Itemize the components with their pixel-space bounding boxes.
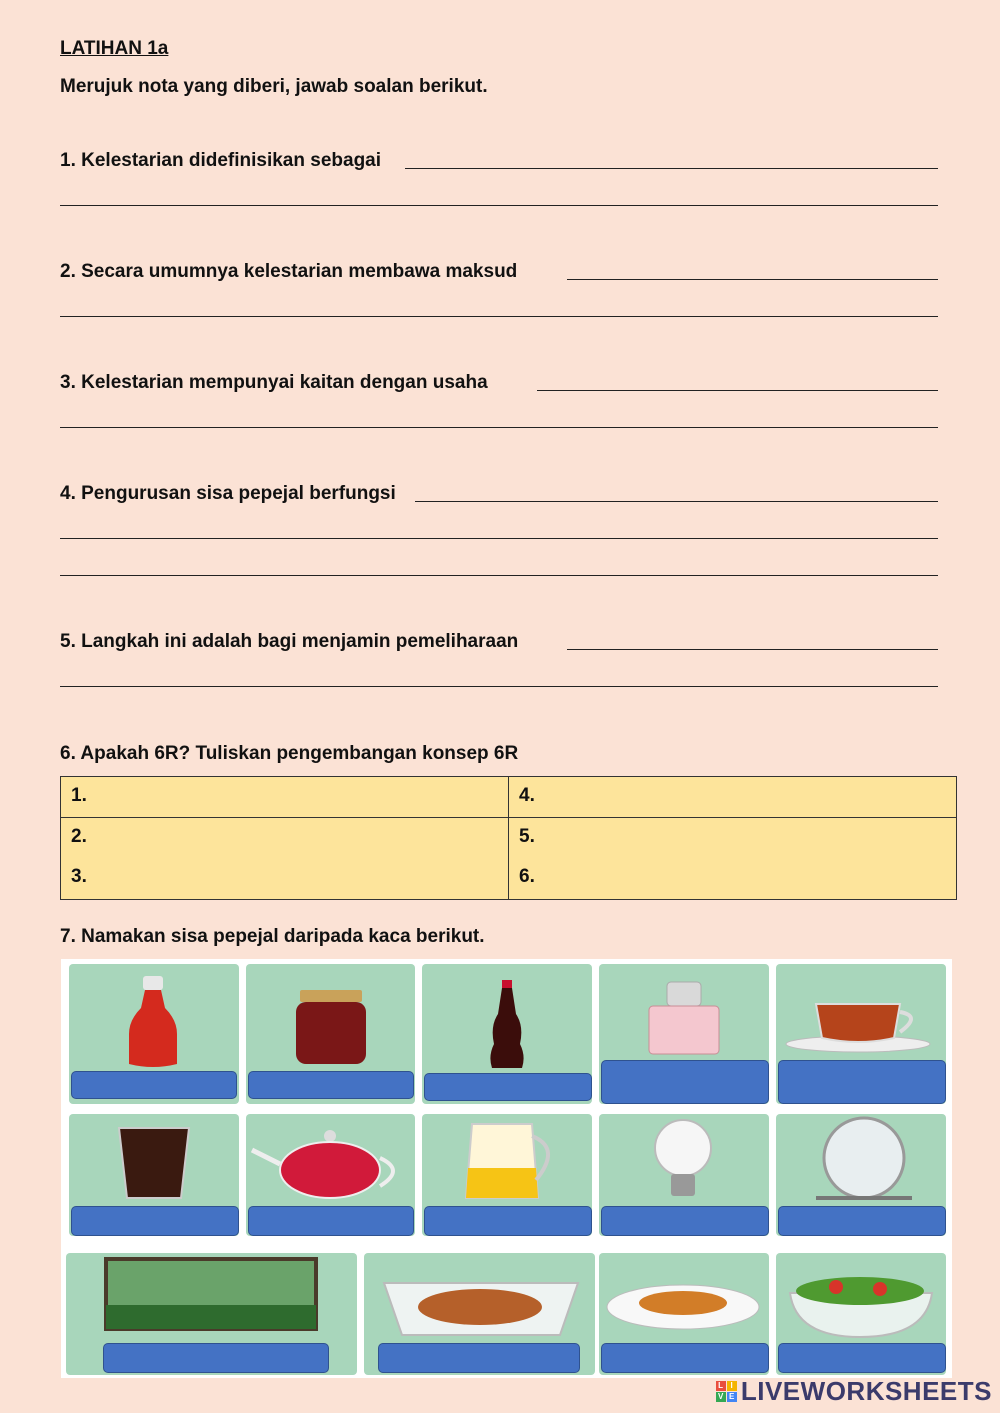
answer-field-3a[interactable] xyxy=(537,368,942,392)
answer-field-2b[interactable] xyxy=(60,294,942,318)
answer-field-2a[interactable] xyxy=(567,257,942,281)
question-2: 2. Secara umumnya kelestarian membawa maksud xyxy=(60,261,518,282)
perfume-bottle-icon xyxy=(599,964,769,1064)
six-r-table xyxy=(60,776,957,900)
six-r-item-2: 2. xyxy=(71,826,87,847)
item-card-6 xyxy=(69,1114,239,1236)
six-r-cell-2-3[interactable] xyxy=(61,818,509,900)
question-1: 1. Kelestarian didefinisikan sebagai xyxy=(60,150,382,171)
answer-box-9[interactable] xyxy=(601,1206,769,1236)
answer-box-12[interactable] xyxy=(378,1343,580,1373)
answer-field-3b[interactable] xyxy=(60,405,942,429)
worksheet-title: LATIHAN 1a xyxy=(60,38,169,59)
item-card-13 xyxy=(599,1253,769,1375)
question-7: 7. Namakan sisa pepejal daripada kaca berikut. xyxy=(60,926,485,947)
iced-drink-glass-icon xyxy=(69,1114,239,1204)
question-4: 4. Pengurusan sisa pepejal berfungsi xyxy=(60,483,396,504)
glass-jug-icon xyxy=(422,1114,592,1204)
salad-bowl-icon xyxy=(776,1253,946,1341)
answer-box-8[interactable] xyxy=(424,1206,592,1236)
six-r-item-6: 6. xyxy=(519,866,535,887)
six-r-cell-1[interactable]: 1. xyxy=(61,777,509,818)
jam-jar-icon xyxy=(246,964,415,1069)
six-r-item-3: 3. xyxy=(71,866,87,887)
aquarium-icon xyxy=(66,1253,357,1341)
item-card-14 xyxy=(776,1253,946,1375)
item-card-11 xyxy=(66,1253,357,1375)
item-card-3 xyxy=(422,964,592,1104)
item-card-8 xyxy=(422,1114,592,1236)
item-card-10 xyxy=(776,1114,946,1236)
item-card-1 xyxy=(69,964,239,1104)
answer-box-7[interactable] xyxy=(248,1206,414,1236)
item-card-2 xyxy=(246,964,415,1104)
answer-field-1b[interactable] xyxy=(60,183,942,207)
answer-field-5b[interactable] xyxy=(60,664,942,688)
answer-box-14[interactable] xyxy=(778,1343,946,1373)
answer-field-4a[interactable] xyxy=(415,479,942,503)
six-r-item-5: 5. xyxy=(519,826,535,847)
glass-baking-dish-icon xyxy=(364,1253,595,1341)
answer-box-5[interactable] xyxy=(778,1060,946,1104)
answer-box-4[interactable] xyxy=(601,1060,769,1104)
teacup-icon xyxy=(776,964,946,1064)
plate-icon xyxy=(599,1253,769,1341)
answer-box-10[interactable] xyxy=(778,1206,946,1236)
answer-field-1a[interactable] xyxy=(405,146,942,170)
answer-box-13[interactable] xyxy=(601,1343,769,1373)
instructions: Merujuk nota yang diberi, jawab soalan berikut. xyxy=(60,76,488,97)
glass-teapot-icon xyxy=(246,1114,415,1204)
answer-box-11[interactable] xyxy=(103,1343,329,1373)
glass-items-grid xyxy=(61,959,952,1378)
cola-bottle-icon xyxy=(422,964,592,1069)
answer-box-2[interactable] xyxy=(248,1071,414,1099)
answer-field-4b[interactable] xyxy=(60,516,942,540)
question-6: 6. Apakah 6R? Tuliskan pengembangan konsep 6R xyxy=(60,743,519,764)
question-3: 3. Kelestarian mempunyai kaitan dengan usaha xyxy=(60,372,488,393)
item-card-12 xyxy=(364,1253,595,1375)
answer-box-6[interactable] xyxy=(71,1206,239,1236)
logo-badge-icon: L I V E xyxy=(716,1381,737,1402)
item-card-4 xyxy=(599,964,769,1104)
six-r-cell-5-6[interactable] xyxy=(509,818,957,900)
answer-field-4c[interactable] xyxy=(60,553,942,577)
item-card-5 xyxy=(776,964,946,1104)
item-card-7 xyxy=(246,1114,415,1236)
answer-box-3[interactable] xyxy=(424,1073,592,1101)
question-5: 5. Langkah ini adalah bagi menjamin pemeliharaan xyxy=(60,631,519,652)
answer-field-5a[interactable] xyxy=(567,627,942,651)
logo-text: LIVEWORKSHEETS xyxy=(740,1376,992,1406)
answer-box-1[interactable] xyxy=(71,1071,237,1099)
light-bulb-icon xyxy=(599,1114,769,1204)
ketchup-bottle-icon xyxy=(69,964,239,1069)
mirror-icon xyxy=(776,1114,946,1204)
liveworksheets-logo xyxy=(716,1376,992,1407)
six-r-cell-4[interactable]: 4. xyxy=(509,777,957,818)
item-card-9 xyxy=(599,1114,769,1236)
